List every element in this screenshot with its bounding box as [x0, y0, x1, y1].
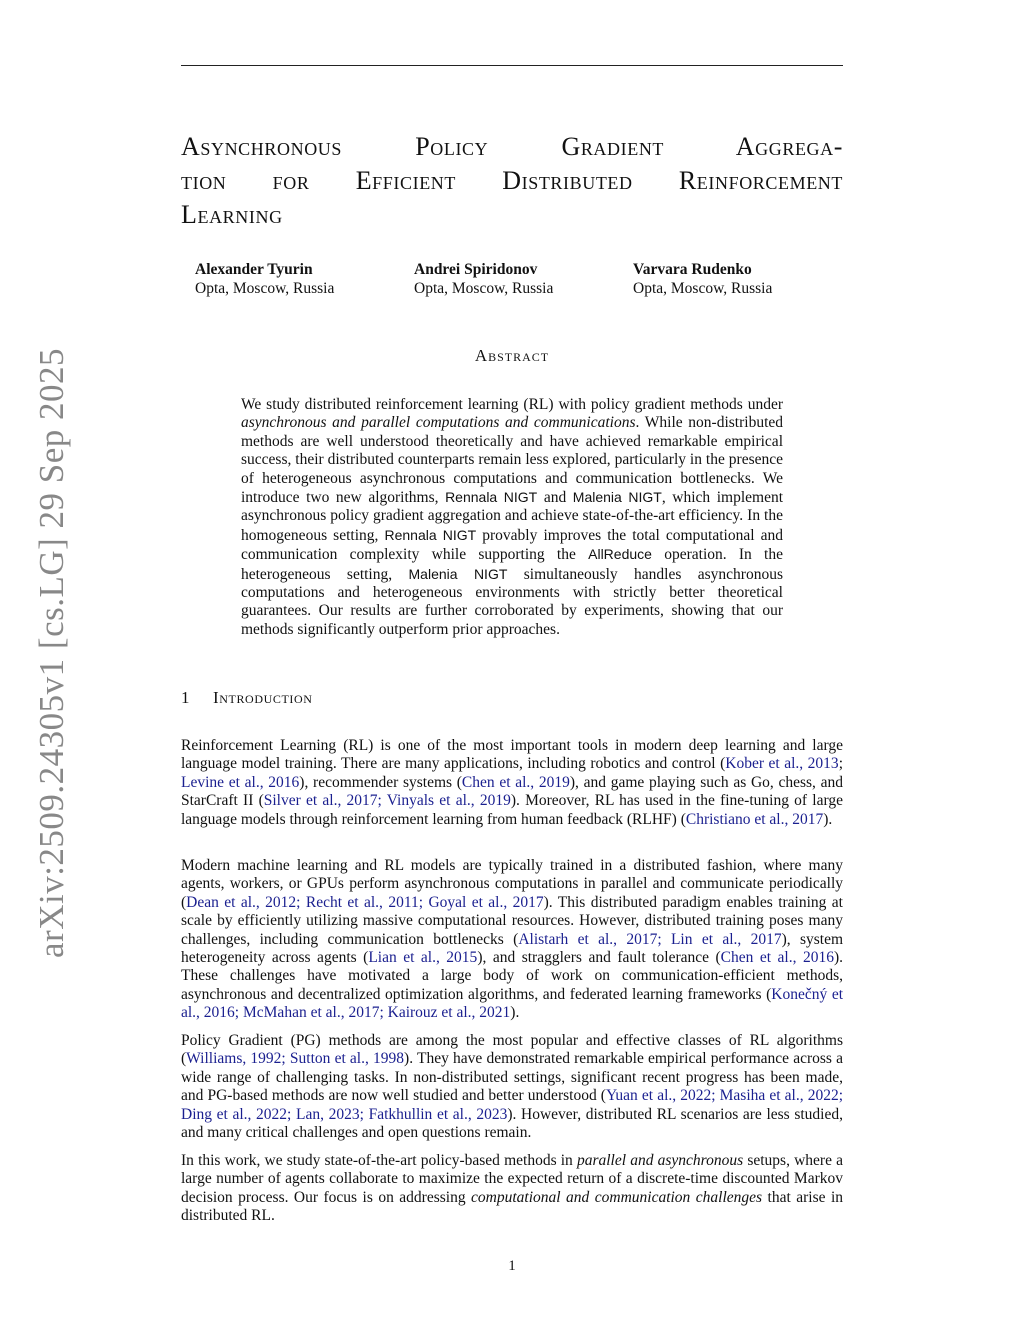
algorithm-name: Malenia NIGT — [572, 489, 662, 506]
citation-link[interactable]: Christiano et al., 2017 — [685, 810, 824, 828]
abstract-text — [241, 396, 783, 639]
author-name: Andrei Spiridonov — [414, 261, 538, 278]
top-rule — [181, 65, 843, 66]
abstract-text-segment: operation. In the heterogeneous setting, — [241, 546, 783, 583]
abstract-text-segment: and — [537, 489, 573, 507]
abstract-emphasis: asynchronous and parallel computations and communications — [241, 414, 636, 432]
abstract-text-segment: . While non-distributed methods are well understood theoretically and have achieved remarkable empirical success, their distributed counterparts remain less explored, particularly in the presence of heterogeneous asynchronous computations and communication bottlenecks. We introduce two new algorithms, — [241, 414, 784, 507]
algorithm-name: Malenia NIGT — [408, 565, 508, 582]
title-line-2: tion for Efficient Distributed Reinforcement — [181, 166, 843, 195]
paragraph-text: ; — [838, 755, 843, 773]
citation-link[interactable]: Alistarh et al., 2017; Lin et al., 2017 — [518, 930, 782, 948]
paragraph-text: ). These challenges have motivated a large body of work on communication-efficient methods, asynchronous and decentralized optimization algorithms, and federated learning frameworks ( — [181, 949, 844, 1003]
citation-link[interactable]: Chen et al., 2019 — [461, 773, 570, 791]
paragraph-text: In this work, we study state-of-the-art policy-based methods in — [181, 1152, 577, 1169]
paragraph-text: ). They have demonstrated remarkable empirical performance across a wide range of challenging tasks. In non-distributed settings, significant recent progress has been made, and PG-based methods are now well studied and better understood ( — [181, 1050, 843, 1105]
abstract-text-segment: We study distributed reinforcement learning (RL) with policy gradient methods under — [241, 396, 783, 413]
citation-link[interactable]: Yuan et al., 2022; Masiha et al., 2022; Ding et al., 2022; Lan, 2023; Fatkhullin et al., 2023 — [181, 1087, 843, 1123]
paragraph-text: Reinforcement Learning (RL) is one of the most important tools in modern deep learning and large language model training. There are many applications, including robotics and control ( — [181, 737, 843, 773]
author-1 — [195, 260, 334, 298]
abstract-text-segment: provably improves the total computational and communication complexity while supporting the — [241, 526, 784, 564]
title-line-1: Asynchronous Policy Gradient Aggrega- — [181, 132, 843, 161]
section-heading — [181, 688, 313, 708]
author-name: Alexander Tyurin — [195, 261, 313, 278]
abstract-heading: Abstract — [474, 346, 550, 365]
paragraph-text: ), and stragglers and fault tolerance ( — [477, 949, 721, 967]
author-affiliation: Opta, Moscow, Russia — [195, 280, 335, 297]
author-name: Varvara Rudenko — [633, 261, 752, 278]
paragraph-text: ), recommender systems ( — [299, 773, 462, 791]
citation-link[interactable]: Konečný et al., 2016; McMahan et al., 2017; Kairouz et al., 2021 — [181, 985, 843, 1022]
paragraph-text: ). Moreover, RL has used in the fine-tuning of large language models through reinforcement learning from human feedback (RLHF) ( — [181, 792, 843, 828]
author-3 — [633, 260, 772, 298]
paragraph-1 — [181, 737, 843, 829]
paragraph-text: Modern machine learning and RL models are typically trained in a distributed fashion, where many agents, workers, or GPUs perform asynchronous computations in parallel and communicate periodically ( — [181, 857, 843, 911]
citation-link[interactable]: Dean et al., 2012; Recht et al., 2011; Goyal et al., 2017 — [186, 893, 544, 911]
operation-name: AllReduce — [588, 546, 652, 563]
abstract-text-segment: simultaneously handles asynchronous computations and heterogeneous environments with strictly better theoretical guarantees. Our results are further corroborated by experiments, showing that our methods significantly outperform prior approaches. — [241, 565, 783, 638]
paragraph-emphasis: computational and communication challenges — [471, 1188, 763, 1206]
section-number: 1 — [181, 688, 191, 707]
author-affiliation: Opta, Moscow, Russia — [414, 280, 554, 297]
title-line-3: Learning — [181, 200, 283, 229]
paragraph-emphasis: parallel and asynchronous — [576, 1152, 744, 1169]
algorithm-name: Rennala NIGT — [384, 526, 477, 543]
paragraph-text: ). However, distributed RL scenarios are less studied, and many critical challenges and open questions remain. — [181, 1105, 843, 1142]
paragraph-4 — [181, 1152, 843, 1226]
paragraph-text: ). — [823, 810, 833, 828]
citation-link[interactable]: Levine et al., 2016 — [181, 773, 300, 791]
author-affiliation: Opta, Moscow, Russia — [633, 280, 773, 297]
paragraph-text: ). — [510, 1004, 520, 1022]
citation-link[interactable]: Kober et al., 2013 — [725, 755, 839, 773]
section-title: Introduction — [213, 688, 313, 707]
citation-link[interactable]: Williams, 1992; Sutton et al., 1998 — [186, 1050, 405, 1068]
citation-link[interactable]: Lian et al., 2015 — [368, 949, 478, 967]
algorithm-name: Rennala NIGT — [445, 489, 538, 506]
paragraph-text: setups, where a large number of agents collaborate to maximize the expected return of a discrete-time discounted Markov decision process. Our focus is on addressing — [181, 1152, 843, 1206]
paragraph-text: that arise in distributed RL. — [181, 1188, 843, 1225]
citation-link[interactable]: Silver et al., 2017; Vinyals et al., 2019 — [263, 792, 511, 810]
paragraph-text: ), system heterogeneity across agents ( — [181, 930, 844, 967]
arxiv-identifier[interactable]: arXiv:2509.24305v1 [cs.LG] 29 Sep 2025 — [32, 347, 71, 958]
paragraph-2 — [181, 857, 843, 1023]
paper-title — [181, 130, 843, 232]
paragraph-3 — [181, 1032, 843, 1142]
abstract-text-segment: , which implement asynchronous policy gradient aggregation and achieve state-of-the-art efficiency. In the homogeneous setting, — [241, 489, 784, 544]
paragraph-text: ), and game playing such as Go, chess, and StarCraft II ( — [181, 773, 844, 810]
paragraph-text: ). This distributed paradigm enables training at scale by efficiently utilizing massive computational resources. However, distributed training poses many challenges, including communication bottlenecks ( — [181, 893, 843, 948]
page-number: 1 — [508, 1258, 516, 1274]
author-2 — [414, 260, 553, 298]
citation-link[interactable]: Chen et al., 2016 — [720, 949, 834, 967]
paragraph-text: Policy Gradient (PG) methods are among the most popular and effective classes of RL algorithms ( — [181, 1032, 843, 1068]
